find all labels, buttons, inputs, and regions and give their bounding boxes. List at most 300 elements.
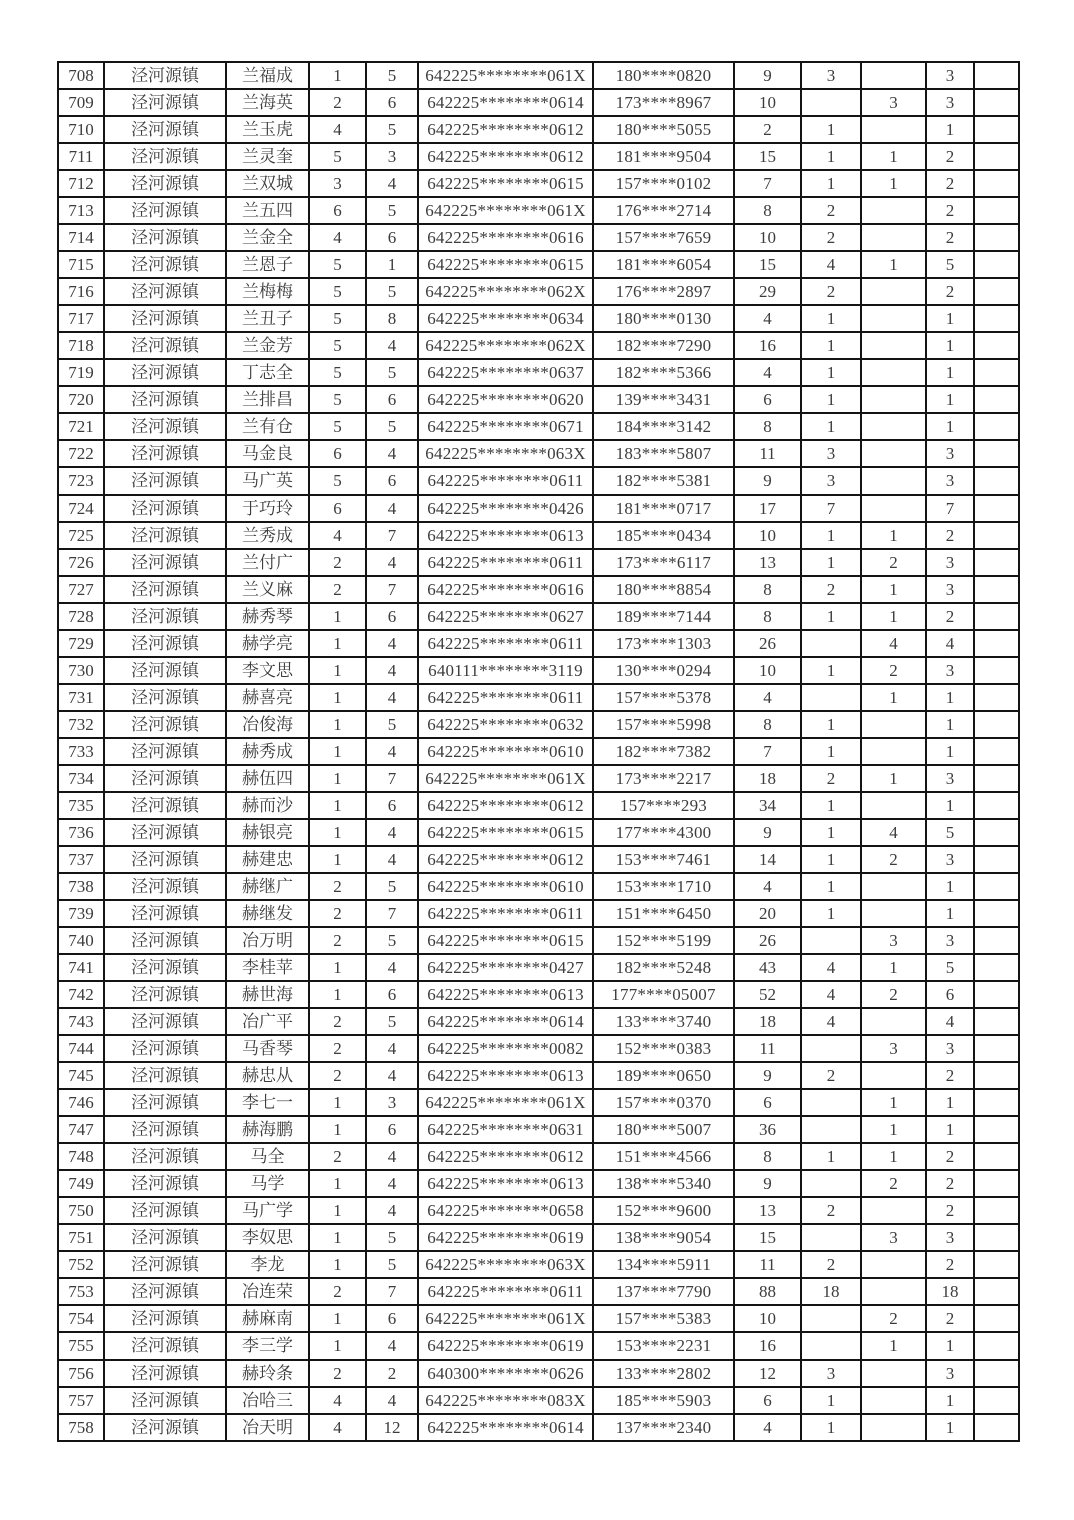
- cell-count_1: 11: [734, 440, 801, 467]
- cell-count_2: 2: [801, 765, 861, 792]
- cell-person_name: 马金良: [226, 440, 309, 467]
- cell-num_b: 6: [366, 467, 418, 494]
- table-row: [58, 1170, 1019, 1197]
- cell-count_2: 1: [801, 603, 861, 630]
- cell-person_name: 马香琴: [226, 1035, 309, 1062]
- cell-count_1: 26: [734, 927, 801, 954]
- cell-person_name: 李三学: [226, 1332, 309, 1359]
- cell-seq: 725: [58, 522, 104, 549]
- cell-num_a: 4: [309, 1414, 366, 1441]
- cell-blank: [974, 576, 1019, 603]
- cell-num_a: 1: [309, 765, 366, 792]
- cell-count_2: 1: [801, 819, 861, 846]
- cell-num_a: 1: [309, 711, 366, 738]
- cell-blank: [974, 413, 1019, 440]
- cell-seq: 746: [58, 1089, 104, 1116]
- cell-num_a: 5: [309, 386, 366, 413]
- cell-count_1: 4: [734, 873, 801, 900]
- cell-count_1: 15: [734, 143, 801, 170]
- cell-phone_masked: 177****05007: [593, 981, 734, 1008]
- cell-count_3: [861, 1251, 926, 1278]
- cell-num_a: 6: [309, 440, 366, 467]
- cell-seq: 748: [58, 1143, 104, 1170]
- cell-count_3: [861, 495, 926, 522]
- cell-count_1: 6: [734, 386, 801, 413]
- table-row: [58, 576, 1019, 603]
- cell-blank: [974, 1251, 1019, 1278]
- cell-township: 泾河源镇: [104, 1387, 226, 1414]
- cell-id_number_masked: 642225********061X: [418, 1305, 593, 1332]
- cell-count_3: 4: [861, 819, 926, 846]
- table-row: [58, 467, 1019, 494]
- table-row: [58, 1143, 1019, 1170]
- cell-phone_masked: 157****293: [593, 792, 734, 819]
- table-row: [58, 116, 1019, 143]
- cell-num_a: 1: [309, 1116, 366, 1143]
- cell-num_a: 1: [309, 1305, 366, 1332]
- cell-count_1: 43: [734, 954, 801, 981]
- cell-count_total: 5: [926, 251, 974, 278]
- cell-phone_masked: 157****0370: [593, 1089, 734, 1116]
- cell-count_1: 15: [734, 251, 801, 278]
- cell-blank: [974, 657, 1019, 684]
- cell-person_name: 兰付广: [226, 549, 309, 576]
- cell-count_total: 5: [926, 819, 974, 846]
- cell-id_number_masked: 642225********0632: [418, 711, 593, 738]
- cell-num_b: 5: [366, 1224, 418, 1251]
- cell-person_name: 赫喜亮: [226, 684, 309, 711]
- cell-person_name: 赫秀成: [226, 738, 309, 765]
- cell-id_number_masked: 642225********0614: [418, 1008, 593, 1035]
- cell-id_number_masked: 642225********0427: [418, 954, 593, 981]
- cell-id_number_masked: 642225********0611: [418, 630, 593, 657]
- cell-count_2: 3: [801, 1360, 861, 1387]
- cell-id_number_masked: 642225********0615: [418, 251, 593, 278]
- cell-count_3: [861, 1197, 926, 1224]
- cell-count_2: [801, 1170, 861, 1197]
- cell-phone_masked: 181****6054: [593, 251, 734, 278]
- cell-count_total: 1: [926, 1332, 974, 1359]
- cell-id_number_masked: 642225********061X: [418, 765, 593, 792]
- cell-seq: 718: [58, 332, 104, 359]
- cell-seq: 753: [58, 1278, 104, 1305]
- cell-phone_masked: 153****2231: [593, 1332, 734, 1359]
- cell-township: 泾河源镇: [104, 1197, 226, 1224]
- cell-phone_masked: 182****5248: [593, 954, 734, 981]
- cell-num_b: 8: [366, 305, 418, 332]
- cell-township: 泾河源镇: [104, 1143, 226, 1170]
- cell-num_b: 4: [366, 549, 418, 576]
- cell-count_1: 9: [734, 1170, 801, 1197]
- cell-num_a: 4: [309, 1387, 366, 1414]
- cell-count_3: [861, 197, 926, 224]
- cell-count_total: 1: [926, 386, 974, 413]
- cell-phone_masked: 189****7144: [593, 603, 734, 630]
- cell-num_b: 5: [366, 278, 418, 305]
- cell-phone_masked: 152****5199: [593, 927, 734, 954]
- cell-phone_masked: 133****2802: [593, 1360, 734, 1387]
- cell-count_3: [861, 1008, 926, 1035]
- cell-count_2: 3: [801, 62, 861, 89]
- cell-count_total: 7: [926, 495, 974, 522]
- cell-count_2: [801, 1035, 861, 1062]
- cell-count_3: [861, 386, 926, 413]
- cell-num_b: 6: [366, 224, 418, 251]
- cell-num_a: 2: [309, 900, 366, 927]
- table-row: [58, 224, 1019, 251]
- cell-phone_masked: 157****7659: [593, 224, 734, 251]
- table-row: [58, 981, 1019, 1008]
- cell-count_total: 3: [926, 765, 974, 792]
- cell-id_number_masked: 642225********0614: [418, 89, 593, 116]
- cell-count_2: 1: [801, 657, 861, 684]
- table-row: [58, 900, 1019, 927]
- cell-count_2: 2: [801, 278, 861, 305]
- cell-num_b: 4: [366, 630, 418, 657]
- cell-count_2: [801, 1332, 861, 1359]
- cell-person_name: 赫世海: [226, 981, 309, 1008]
- cell-count_3: [861, 711, 926, 738]
- table-row: [58, 332, 1019, 359]
- cell-count_1: 8: [734, 711, 801, 738]
- cell-count_2: 1: [801, 549, 861, 576]
- cell-count_3: [861, 440, 926, 467]
- cell-count_2: 4: [801, 251, 861, 278]
- cell-person_name: 赫而沙: [226, 792, 309, 819]
- cell-id_number_masked: 642225********0631: [418, 1116, 593, 1143]
- cell-seq: 708: [58, 62, 104, 89]
- cell-count_2: 2: [801, 576, 861, 603]
- cell-blank: [974, 1035, 1019, 1062]
- cell-count_total: 2: [926, 1143, 974, 1170]
- cell-count_3: 1: [861, 765, 926, 792]
- cell-num_a: 6: [309, 197, 366, 224]
- cell-num_a: 2: [309, 549, 366, 576]
- cell-count_3: [861, 224, 926, 251]
- cell-person_name: 冶俊海: [226, 711, 309, 738]
- cell-count_1: 14: [734, 846, 801, 873]
- cell-count_2: [801, 1224, 861, 1251]
- cell-count_2: 1: [801, 116, 861, 143]
- cell-id_number_masked: 642225********0613: [418, 1062, 593, 1089]
- cell-count_3: [861, 1360, 926, 1387]
- cell-id_number_masked: 642225********0671: [418, 413, 593, 440]
- table-row: [58, 765, 1019, 792]
- cell-count_2: 1: [801, 143, 861, 170]
- cell-num_b: 7: [366, 1278, 418, 1305]
- cell-blank: [974, 224, 1019, 251]
- cell-num_b: 5: [366, 927, 418, 954]
- cell-count_total: 3: [926, 1224, 974, 1251]
- cell-township: 泾河源镇: [104, 657, 226, 684]
- cell-phone_masked: 173****8967: [593, 89, 734, 116]
- cell-seq: 733: [58, 738, 104, 765]
- cell-person_name: 兰玉虎: [226, 116, 309, 143]
- cell-blank: [974, 1332, 1019, 1359]
- cell-township: 泾河源镇: [104, 1008, 226, 1035]
- cell-num_a: 1: [309, 62, 366, 89]
- cell-num_a: 2: [309, 1278, 366, 1305]
- cell-count_total: 3: [926, 62, 974, 89]
- cell-count_3: [861, 359, 926, 386]
- cell-seq: 747: [58, 1116, 104, 1143]
- cell-township: 泾河源镇: [104, 1332, 226, 1359]
- cell-count_1: 26: [734, 630, 801, 657]
- cell-township: 泾河源镇: [104, 1251, 226, 1278]
- table-row: [58, 819, 1019, 846]
- cell-township: 泾河源镇: [104, 1035, 226, 1062]
- cell-township: 泾河源镇: [104, 224, 226, 251]
- cell-person_name: 赫伍四: [226, 765, 309, 792]
- cell-blank: [974, 170, 1019, 197]
- cell-person_name: 李七一: [226, 1089, 309, 1116]
- cell-phone_masked: 133****3740: [593, 1008, 734, 1035]
- cell-id_number_masked: 642225********062X: [418, 332, 593, 359]
- cell-person_name: 冶天明: [226, 1414, 309, 1441]
- cell-count_1: 9: [734, 819, 801, 846]
- cell-id_number_masked: 642225********0614: [418, 1414, 593, 1441]
- cell-township: 泾河源镇: [104, 89, 226, 116]
- cell-id_number_masked: 642225********0612: [418, 143, 593, 170]
- cell-seq: 726: [58, 549, 104, 576]
- cell-count_1: 16: [734, 332, 801, 359]
- cell-phone_masked: 184****3142: [593, 413, 734, 440]
- cell-person_name: 兰金芳: [226, 332, 309, 359]
- cell-id_number_masked: 642225********0616: [418, 576, 593, 603]
- cell-seq: 740: [58, 927, 104, 954]
- cell-blank: [974, 305, 1019, 332]
- cell-seq: 730: [58, 657, 104, 684]
- cell-phone_masked: 180****5007: [593, 1116, 734, 1143]
- cell-num_a: 1: [309, 657, 366, 684]
- cell-id_number_masked: 640111********3119: [418, 657, 593, 684]
- cell-blank: [974, 1062, 1019, 1089]
- table-row: [58, 305, 1019, 332]
- cell-count_total: 1: [926, 1089, 974, 1116]
- cell-num_a: 2: [309, 1062, 366, 1089]
- cell-id_number_masked: 642225********061X: [418, 62, 593, 89]
- cell-person_name: 兰有仓: [226, 413, 309, 440]
- cell-count_2: 1: [801, 900, 861, 927]
- cell-num_b: 4: [366, 684, 418, 711]
- cell-phone_masked: 176****2714: [593, 197, 734, 224]
- cell-count_total: 3: [926, 467, 974, 494]
- cell-seq: 717: [58, 305, 104, 332]
- cell-num_b: 4: [366, 657, 418, 684]
- cell-count_3: [861, 116, 926, 143]
- table-row: [58, 684, 1019, 711]
- roster-table: [57, 61, 1020, 1442]
- cell-num_a: 4: [309, 116, 366, 143]
- cell-phone_masked: 157****5383: [593, 1305, 734, 1332]
- cell-count_total: 2: [926, 224, 974, 251]
- cell-id_number_masked: 642225********0615: [418, 927, 593, 954]
- cell-num_b: 5: [366, 116, 418, 143]
- cell-seq: 750: [58, 1197, 104, 1224]
- table-row: [58, 873, 1019, 900]
- cell-township: 泾河源镇: [104, 576, 226, 603]
- cell-id_number_masked: 642225********0634: [418, 305, 593, 332]
- cell-phone_masked: 180****0820: [593, 62, 734, 89]
- cell-num_b: 6: [366, 981, 418, 1008]
- cell-seq: 737: [58, 846, 104, 873]
- cell-seq: 711: [58, 143, 104, 170]
- cell-count_1: 4: [734, 684, 801, 711]
- cell-count_total: 1: [926, 684, 974, 711]
- cell-seq: 749: [58, 1170, 104, 1197]
- cell-num_a: 5: [309, 413, 366, 440]
- cell-count_3: 3: [861, 1035, 926, 1062]
- cell-count_3: [861, 278, 926, 305]
- cell-id_number_masked: 642225********0627: [418, 603, 593, 630]
- cell-seq: 756: [58, 1360, 104, 1387]
- cell-person_name: 兰排昌: [226, 386, 309, 413]
- cell-seq: 755: [58, 1332, 104, 1359]
- cell-count_3: 2: [861, 657, 926, 684]
- cell-num_a: 4: [309, 522, 366, 549]
- cell-num_b: 4: [366, 440, 418, 467]
- cell-seq: 745: [58, 1062, 104, 1089]
- cell-count_3: [861, 1062, 926, 1089]
- table-row: [58, 1251, 1019, 1278]
- cell-count_3: 1: [861, 251, 926, 278]
- cell-count_3: 1: [861, 954, 926, 981]
- cell-person_name: 马广英: [226, 467, 309, 494]
- cell-count_2: [801, 927, 861, 954]
- cell-count_1: 9: [734, 62, 801, 89]
- cell-township: 泾河源镇: [104, 819, 226, 846]
- cell-township: 泾河源镇: [104, 467, 226, 494]
- cell-township: 泾河源镇: [104, 170, 226, 197]
- cell-num_a: 5: [309, 278, 366, 305]
- cell-count_total: 1: [926, 305, 974, 332]
- cell-num_a: 2: [309, 1008, 366, 1035]
- cell-num_a: 1: [309, 954, 366, 981]
- cell-num_b: 4: [366, 332, 418, 359]
- cell-blank: [974, 954, 1019, 981]
- cell-phone_masked: 137****7790: [593, 1278, 734, 1305]
- table-row: [58, 359, 1019, 386]
- cell-num_b: 7: [366, 900, 418, 927]
- cell-num_b: 6: [366, 1116, 418, 1143]
- table-row: [58, 1116, 1019, 1143]
- cell-count_1: 11: [734, 1035, 801, 1062]
- cell-phone_masked: 157****5378: [593, 684, 734, 711]
- cell-count_2: 1: [801, 711, 861, 738]
- cell-township: 泾河源镇: [104, 386, 226, 413]
- table-row: [58, 495, 1019, 522]
- cell-count_2: 2: [801, 1062, 861, 1089]
- cell-count_3: 3: [861, 1224, 926, 1251]
- cell-count_1: 4: [734, 305, 801, 332]
- cell-count_total: 1: [926, 711, 974, 738]
- cell-person_name: 于巧玲: [226, 495, 309, 522]
- cell-township: 泾河源镇: [104, 1116, 226, 1143]
- cell-blank: [974, 197, 1019, 224]
- cell-blank: [974, 846, 1019, 873]
- cell-blank: [974, 630, 1019, 657]
- table-row: [58, 846, 1019, 873]
- cell-blank: [974, 738, 1019, 765]
- cell-id_number_masked: 642225********0613: [418, 981, 593, 1008]
- cell-id_number_masked: 642225********063X: [418, 1251, 593, 1278]
- cell-blank: [974, 332, 1019, 359]
- cell-person_name: 冶广平: [226, 1008, 309, 1035]
- cell-blank: [974, 522, 1019, 549]
- cell-person_name: 赫麻南: [226, 1305, 309, 1332]
- cell-count_1: 8: [734, 603, 801, 630]
- table-row: [58, 278, 1019, 305]
- cell-township: 泾河源镇: [104, 630, 226, 657]
- cell-id_number_masked: 642225********0615: [418, 819, 593, 846]
- cell-count_3: [861, 467, 926, 494]
- cell-phone_masked: 153****1710: [593, 873, 734, 900]
- cell-num_b: 4: [366, 846, 418, 873]
- cell-num_b: 7: [366, 576, 418, 603]
- cell-person_name: 赫继广: [226, 873, 309, 900]
- cell-person_name: 兰秀成: [226, 522, 309, 549]
- cell-num_b: 7: [366, 522, 418, 549]
- cell-seq: 728: [58, 603, 104, 630]
- cell-phone_masked: 182****7382: [593, 738, 734, 765]
- cell-seq: 710: [58, 116, 104, 143]
- cell-count_1: 2: [734, 116, 801, 143]
- cell-phone_masked: 152****9600: [593, 1197, 734, 1224]
- cell-phone_masked: 151****6450: [593, 900, 734, 927]
- cell-num_b: 6: [366, 603, 418, 630]
- cell-seq: 757: [58, 1387, 104, 1414]
- cell-person_name: 兰丑子: [226, 305, 309, 332]
- cell-township: 泾河源镇: [104, 1414, 226, 1441]
- cell-count_2: 7: [801, 495, 861, 522]
- cell-person_name: 李龙: [226, 1251, 309, 1278]
- cell-count_total: 3: [926, 89, 974, 116]
- cell-count_total: 2: [926, 143, 974, 170]
- cell-count_1: 52: [734, 981, 801, 1008]
- cell-count_2: 18: [801, 1278, 861, 1305]
- table-row: [58, 549, 1019, 576]
- cell-count_total: 1: [926, 1414, 974, 1441]
- cell-phone_masked: 173****1303: [593, 630, 734, 657]
- cell-seq: 709: [58, 89, 104, 116]
- cell-blank: [974, 1387, 1019, 1414]
- cell-township: 泾河源镇: [104, 603, 226, 630]
- cell-num_b: 3: [366, 143, 418, 170]
- cell-count_total: 1: [926, 873, 974, 900]
- cell-phone_masked: 138****9054: [593, 1224, 734, 1251]
- cell-count_2: 1: [801, 738, 861, 765]
- cell-count_3: [861, 305, 926, 332]
- cell-count_3: 2: [861, 1305, 926, 1332]
- roster-body: [58, 62, 1019, 1441]
- cell-id_number_masked: 642225********0613: [418, 522, 593, 549]
- cell-num_b: 5: [366, 711, 418, 738]
- cell-person_name: 赫玲条: [226, 1360, 309, 1387]
- cell-num_b: 4: [366, 1143, 418, 1170]
- cell-phone_masked: 173****2217: [593, 765, 734, 792]
- cell-seq: 720: [58, 386, 104, 413]
- cell-id_number_masked: 642225********0610: [418, 738, 593, 765]
- table-row: [58, 1414, 1019, 1441]
- cell-blank: [974, 1305, 1019, 1332]
- cell-num_a: 2: [309, 576, 366, 603]
- cell-count_total: 2: [926, 278, 974, 305]
- cell-blank: [974, 1360, 1019, 1387]
- cell-person_name: 冶万明: [226, 927, 309, 954]
- cell-count_total: 2: [926, 197, 974, 224]
- table-row: [58, 738, 1019, 765]
- cell-count_total: 4: [926, 1008, 974, 1035]
